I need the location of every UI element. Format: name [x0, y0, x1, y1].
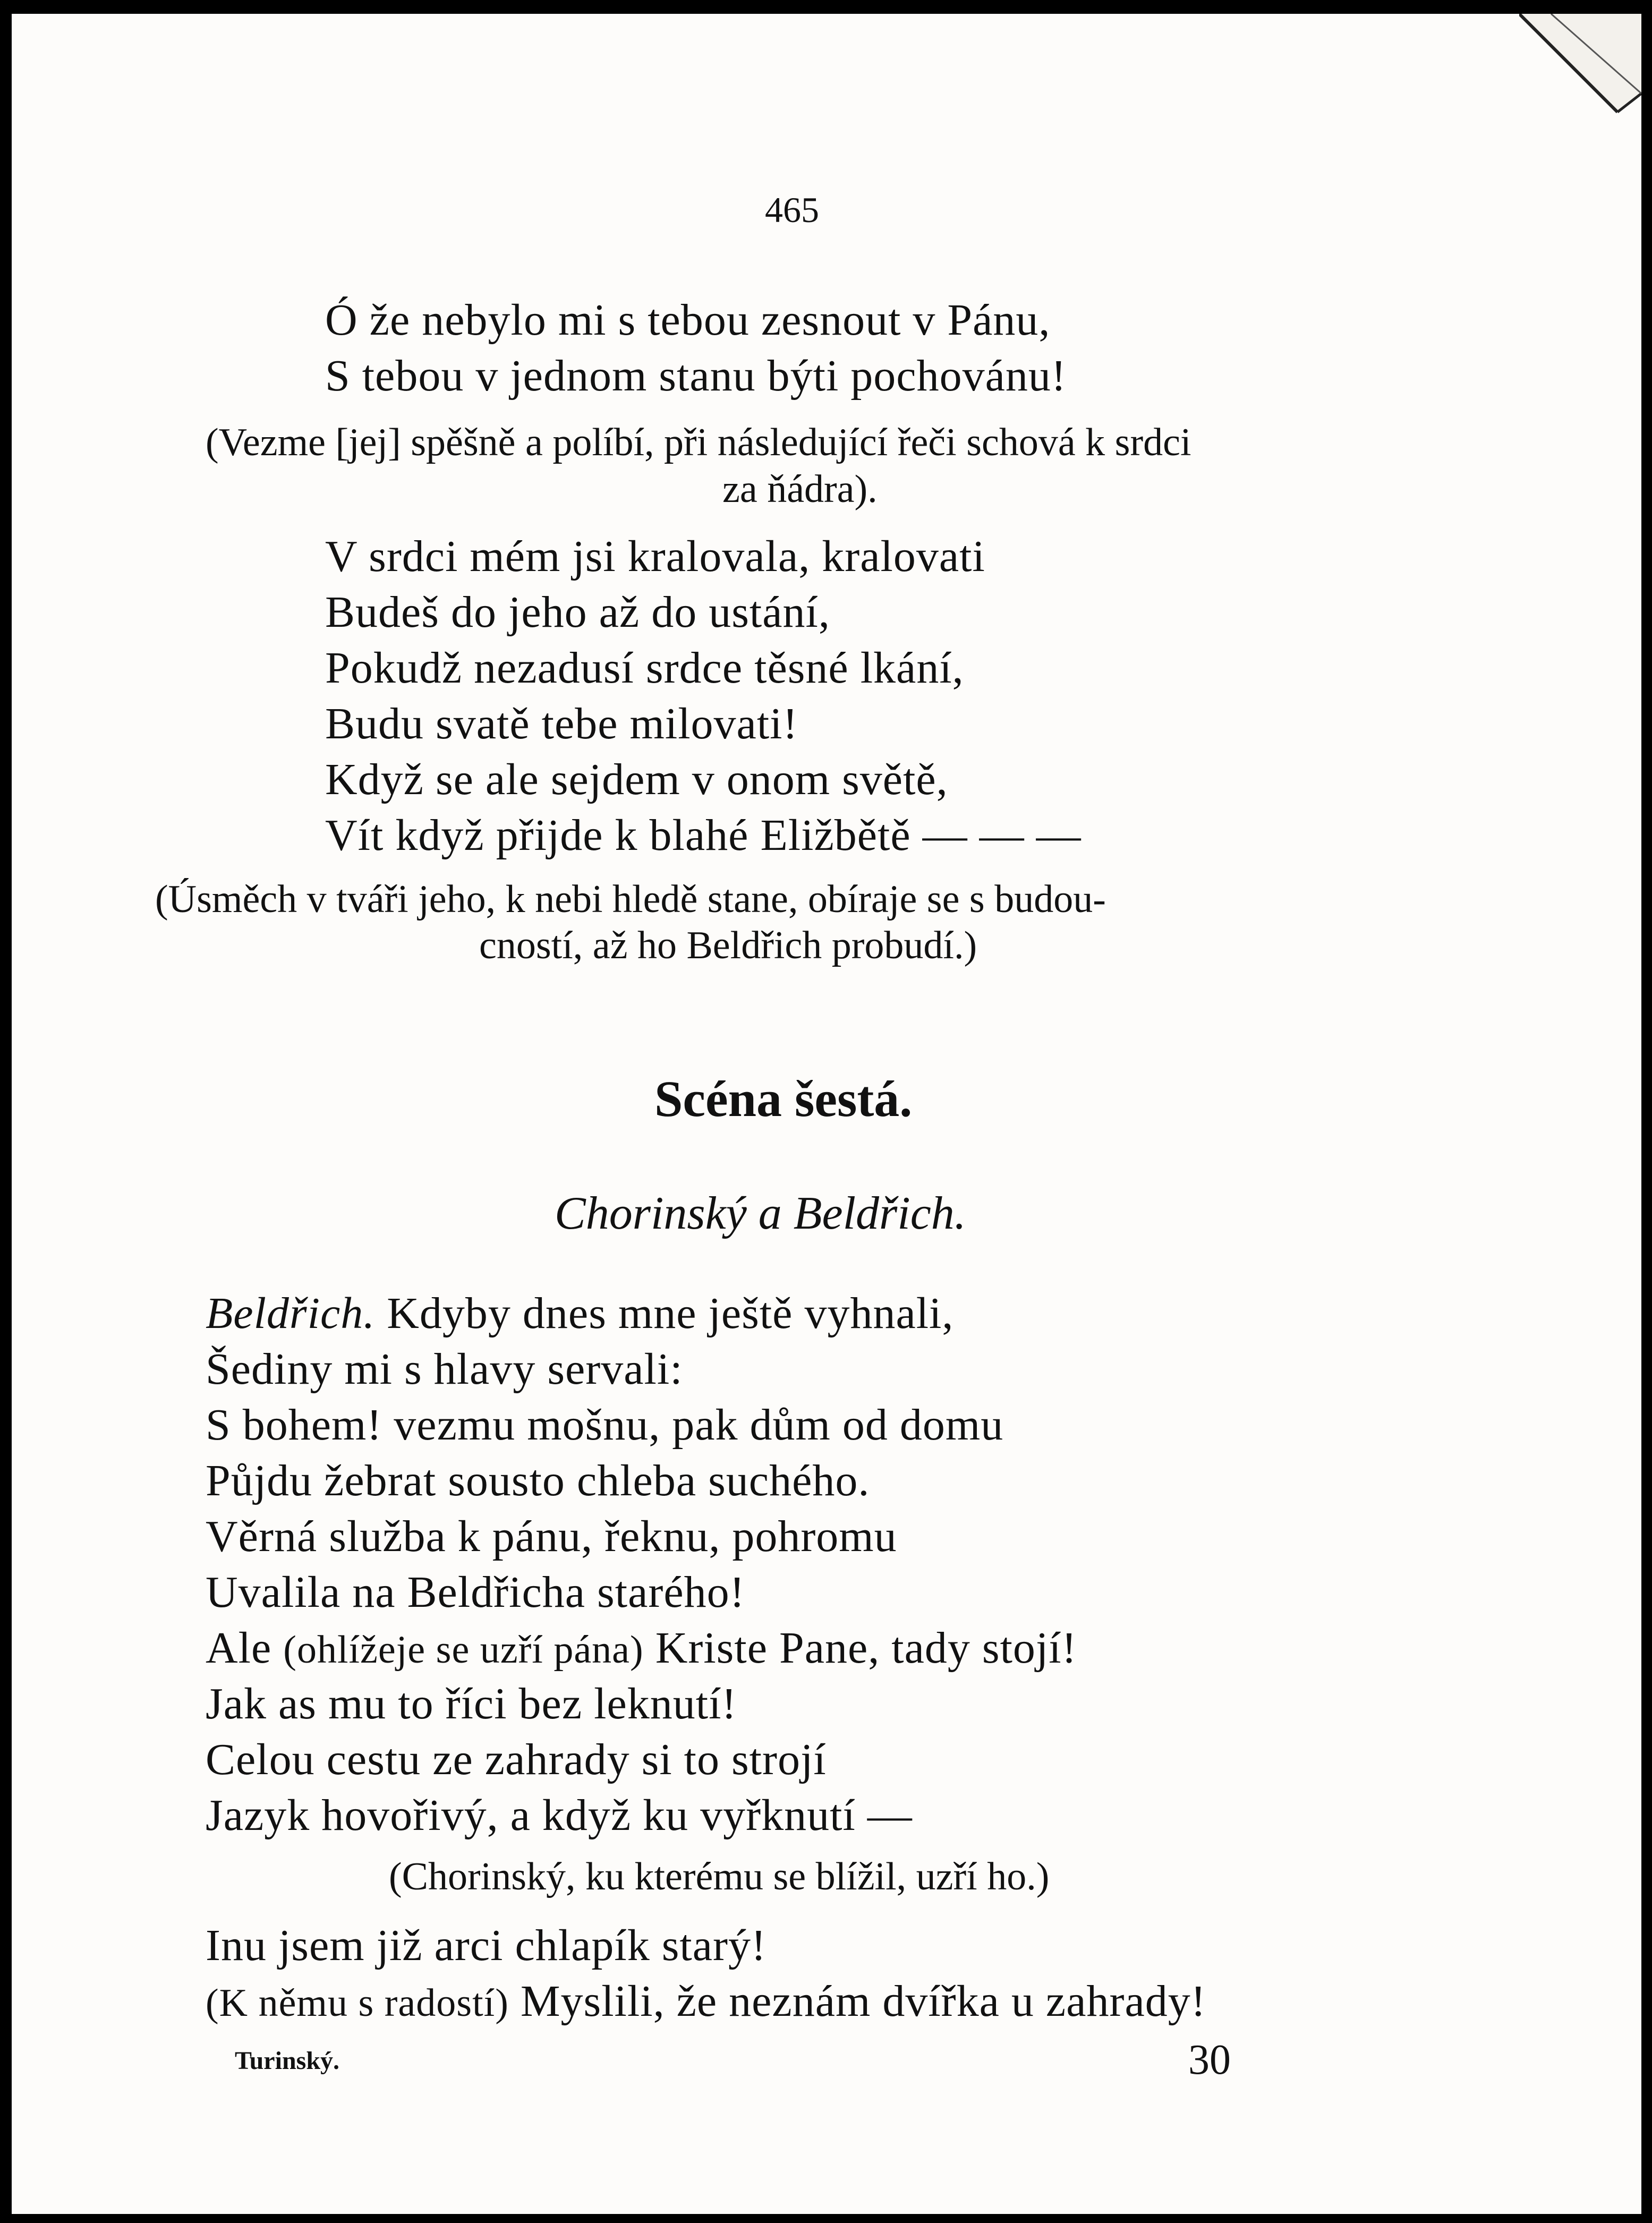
verse-text: Kdyby dnes mne ještě vyhnali, [387, 1289, 954, 1338]
verse-line: S tebou v jednom stanu býti pochovánu! [325, 351, 1067, 401]
verse-line: Když se ale sejdem v onom světě, [325, 755, 948, 804]
verse-line: Celou cestu ze zahrady si to strojí [206, 1735, 827, 1784]
stage-direction: za ňádra). [722, 467, 878, 511]
stage-direction: (Chorinský, ku kterému se blížil, uzří ho.) [389, 1855, 1050, 1898]
verse-line: Budu svatě tebe milovati! [325, 699, 798, 748]
scene-heading: Scéna šestá. [654, 1070, 913, 1127]
verse-line: Jak as mu to říci bez leknutí! [206, 1679, 737, 1728]
verse-line [206, 1623, 1077, 1673]
verse-line [206, 1979, 1206, 2024]
footer-author: Turinský. [235, 2047, 340, 2075]
verse-line: Uvalila na Beldřicha starého! [206, 1568, 745, 1617]
signature-mark: 30 [1188, 2037, 1231, 2083]
scene-persons: Chorinský a Beldřich. [555, 1188, 966, 1239]
verse-line: Vít když přijde k blahé Eližbětě — — — [325, 811, 1082, 860]
inline-stage-direction: (K němu s radostí) [206, 1981, 509, 2025]
verse-text: Kriste Pane, tady stojí! [655, 1623, 1077, 1673]
verse-line: Pokudž nezadusí srdce těsné lkání, [325, 643, 964, 693]
verse-text: Ale [206, 1623, 272, 1673]
inline-stage-direction: (ohlížeje se uzří pána) [283, 1628, 644, 1672]
page-number: 465 [765, 190, 819, 230]
speaker-name: Beldřich. [206, 1289, 376, 1338]
verse-line: Jazyk hovořivý, a když ku vyřknutí — [206, 1791, 913, 1840]
verse-line: Půjdu žebrat sousto chleba suchého. [206, 1456, 870, 1505]
page-corner-fold [1519, 14, 1641, 136]
verse-line: Budeš do jeho až do ustání, [325, 587, 830, 637]
verse-line: Inu jsem již arci chlapík starý! [206, 1921, 767, 1970]
verse-line: Šediny mi s hlavy servali: [206, 1344, 683, 1394]
book-page [12, 14, 1641, 2214]
verse-text: Myslili, že neznám dvířka u zahrady! [520, 1977, 1206, 2026]
verse-line: Věrná služba k pánu, řeknu, pohromu [206, 1512, 897, 1561]
verse-line: S bohem! vezmu mošnu, pak dům od domu [206, 1400, 1004, 1450]
speaker-line [206, 1291, 953, 1336]
verse-line: Ó že nebylo mi s tebou zesnout v Pánu, [325, 295, 1051, 345]
stage-direction: (Úsměch v tváři jeho, k nebi hledě stane, obíraje se s budou- [155, 878, 1106, 921]
verse-line: V srdci mém jsi kralovala, kralovati [325, 532, 985, 581]
stage-direction: (Vezme [jej] spěšně a políbí, při následující řeči schová k srdci [206, 421, 1191, 464]
stage-direction: cností, až ho Beldřich probudí.) [479, 924, 977, 967]
